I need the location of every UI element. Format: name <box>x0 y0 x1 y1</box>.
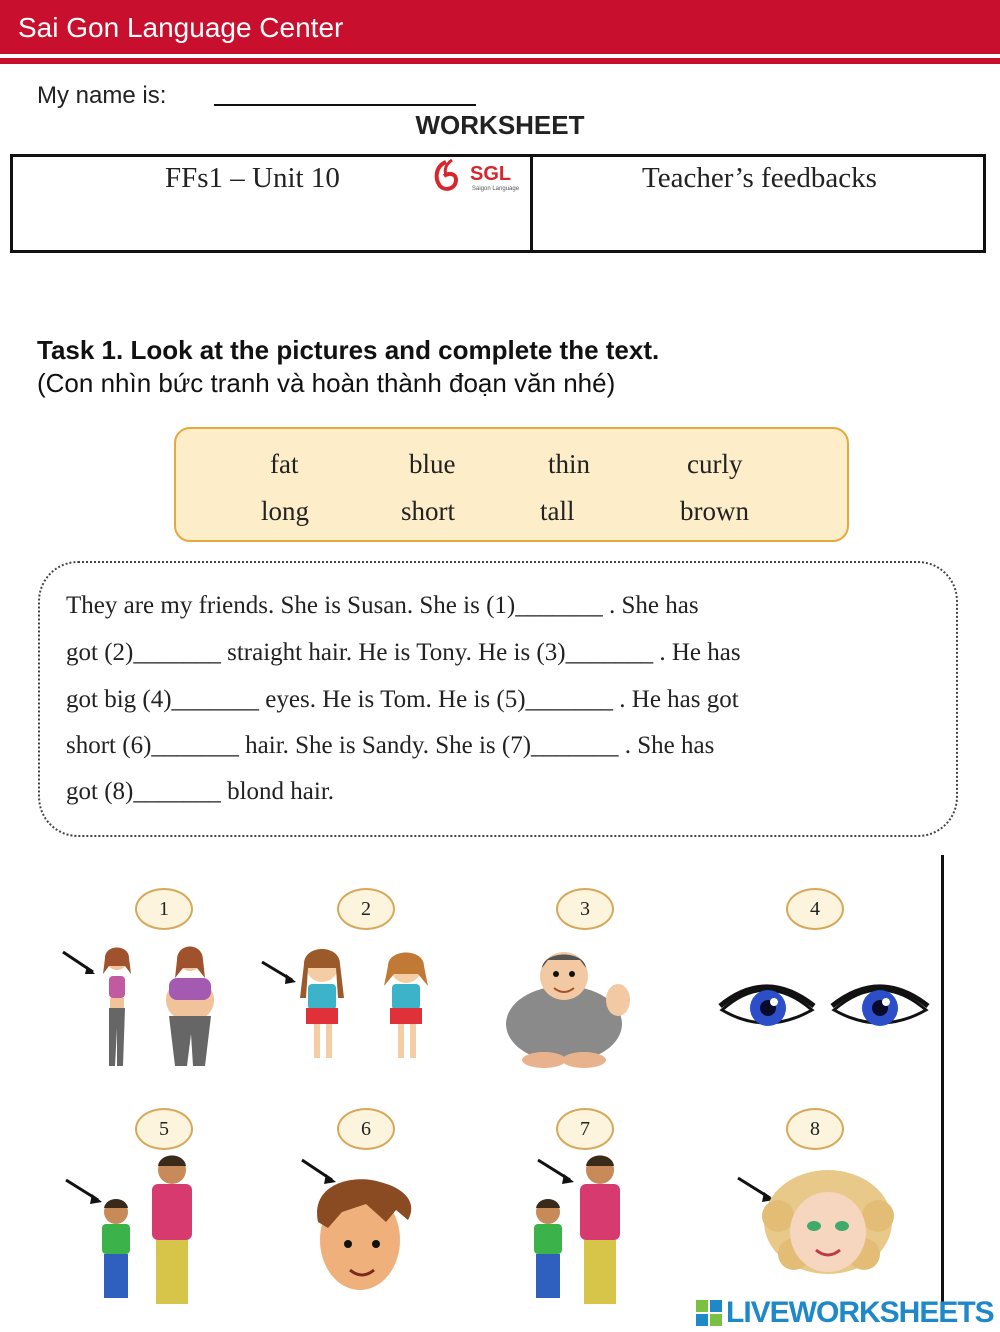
picture-brown-hair-head <box>296 1152 426 1302</box>
vertical-rule <box>941 855 944 1305</box>
passage-line: got (2)_______ straight hair. He is Tony. He is (3)_______ . He has <box>66 639 741 666</box>
word-bank-item: fat <box>270 449 299 479</box>
picture-number-badge: 4 <box>786 888 844 930</box>
header-underline <box>0 58 1000 64</box>
picture-number-badge: 2 <box>337 888 395 930</box>
picture-number-badge: 8 <box>786 1108 844 1150</box>
unit-label: FFs1 – Unit 10 <box>165 162 340 194</box>
word-bank-item: blue <box>409 449 456 479</box>
header-title: Sai Gon Language Center <box>18 12 344 43</box>
picture-number-badge: 5 <box>135 1108 193 1150</box>
passage-line: got (8)_______ blond hair. <box>66 778 335 805</box>
passage-line: got big (4)_______ eyes. He is Tom. He is (5)_______ . He has got <box>66 686 739 713</box>
picture-fat-man <box>500 940 640 1070</box>
svg-text:Saigon Language: Saigon Language <box>472 186 520 192</box>
picture-number-badge: 1 <box>135 888 193 930</box>
svg-text:SGL: SGL <box>470 163 512 185</box>
name-input-line[interactable] <box>214 104 476 106</box>
word-bank-item: curly <box>687 449 743 479</box>
liveworksheets-logo-icon <box>696 1300 722 1326</box>
picture-number-badge: 3 <box>556 888 614 930</box>
word-bank-item: tall <box>540 496 575 526</box>
word-bank <box>174 427 849 542</box>
word-bank-item: long <box>261 496 310 526</box>
word-bank-item: brown <box>680 496 749 526</box>
passage-line: short (6)_______ hair. She is Sandy. She is (7)_______ . She has <box>66 732 715 759</box>
picture-blond-curly-girl <box>734 1166 904 1286</box>
passage-line: They are my friends. She is Susan. She is (1)_______ . She has <box>66 592 699 619</box>
sgl-logo <box>432 158 532 194</box>
liveworksheets-watermark: LIVEWORKSHEETS <box>726 1296 994 1329</box>
picture-short-boy-tall-man <box>60 1150 230 1310</box>
picture-tall-man <box>520 1148 670 1310</box>
picture-long-hair-girls <box>258 938 448 1073</box>
picture-number-badge: 6 <box>337 1108 395 1150</box>
picture-blue-eyes <box>718 978 930 1040</box>
picture-thin-woman <box>55 938 240 1078</box>
feedback-label: Teacher’s feedbacks <box>642 162 877 194</box>
name-label: My name is: <box>37 82 167 109</box>
worksheet-title: WORKSHEET <box>415 110 585 140</box>
picture-number-badge: 7 <box>556 1108 614 1150</box>
task-subtitle: (Con nhìn bức tranh và hoàn thành đoạn văn nhé) <box>37 368 616 398</box>
word-bank-item: short <box>401 496 455 526</box>
word-bank-item: thin <box>548 449 591 479</box>
task-title: Task 1. Look at the pictures and complete the text. <box>37 335 660 365</box>
